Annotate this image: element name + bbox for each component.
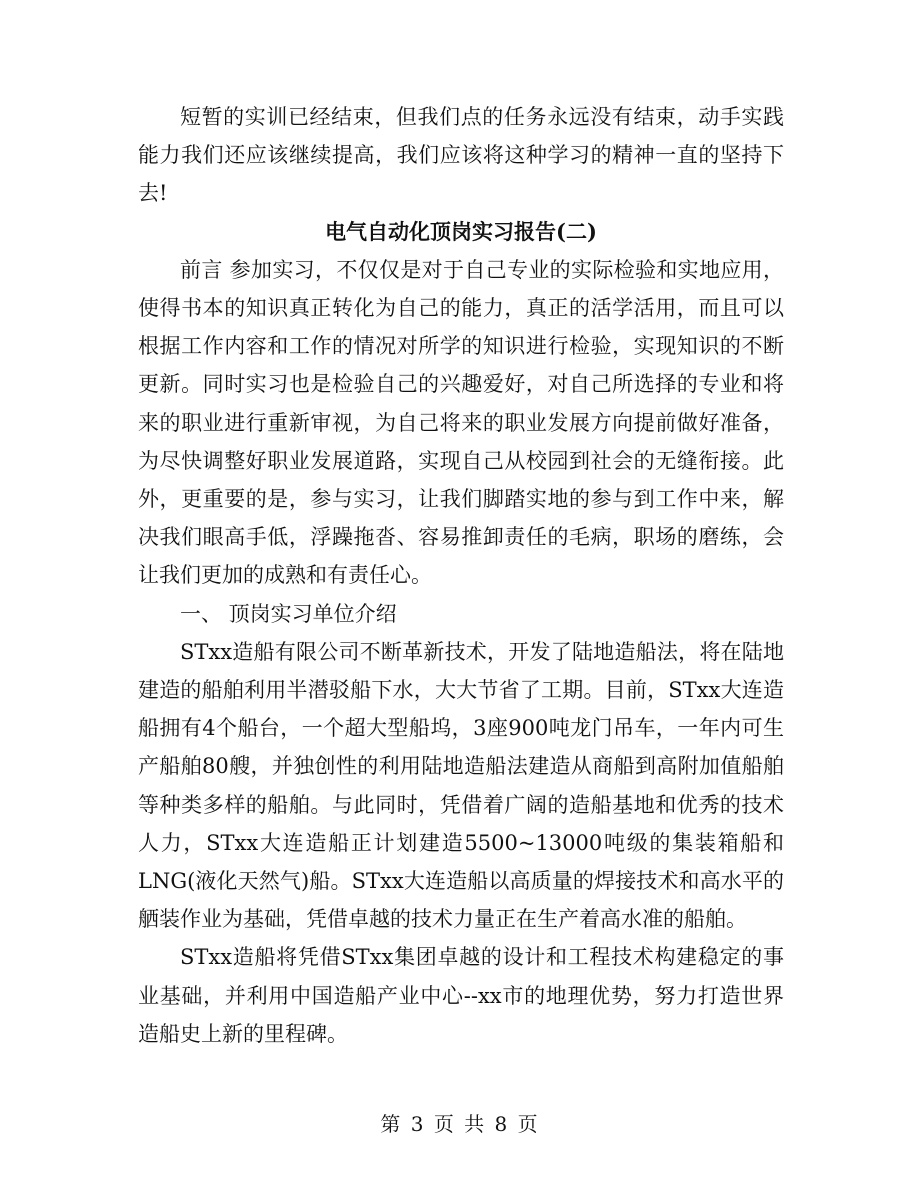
paragraph-future: STxx造船将凭借STxx集团卓越的设计和工程技术构建稳定的事业基础，并利用中国造船产业中心--xx市的地理优势，努力打造世界造船史上新的里程碑。 [138, 945, 784, 1046]
paragraph-preface: 前言 参加实习，不仅仅是对于自己专业的实际检验和实地应用，使得书本的知识真正转化为自己的能力，真正的活学活用，而且可以根据工作内容和工作的情况对所学的知识进行检验，实现知识的不断更新。同时实习也是检验自己的兴趣爱好，对自己所选择的专业和将来的职业进行重新审视，为自己将来的职业发展方向提前做好准备，为尽快调整好职业发展道路，实现自己从校园到社会的无缝衔接。此外，更重要的是，参与实习，让我们脚踏实地的参与到工作中来，解决我们眼高手低，浮躁拖沓、容易推卸责任的毛病，职场的磨练，会让我们更加的成熟和有责任心。 [138, 257, 784, 588]
document-body [138, 98, 784, 1053]
section-heading: 一、 顶岗实习单位介绍 [180, 601, 397, 626]
report-title: 电气自动化顶岗实习报告(二) [325, 218, 597, 244]
paragraph-company: STxx造船有限公司不断革新技术，开发了陆地造船法，将在陆地建造的船舶利用半潜驳船下水，大大节省了工期。目前，STxx大连造船拥有4个船台，一个超大型船坞，3座900吨龙门吊车，一年内可生产船舶80艘，并独创性的利用陆地造船法建造从商船到高附加值船舶等种类多样的船舶。与此同时，凭借着广阔的造船基地和优秀的技术人力，STxx大连造船正计划建造5500~13000吨级的集装箱船和LNG(液化天然气)船。STxx大连造船以高质量的焊接技术和高水平的舾装作业为基础，凭借卓越的技术力量正在生产着高水准的船舶。 [138, 639, 784, 932]
paragraph-intro: 短暂的实训已经结束，但我们点的任务永远没有结束，动手实践能力我们还应该继续提高，我们应该将这种学习的精神一直的坚持下去! [138, 105, 784, 206]
page-number-footer: 第 3 页 共 8 页 [380, 1112, 540, 1136]
